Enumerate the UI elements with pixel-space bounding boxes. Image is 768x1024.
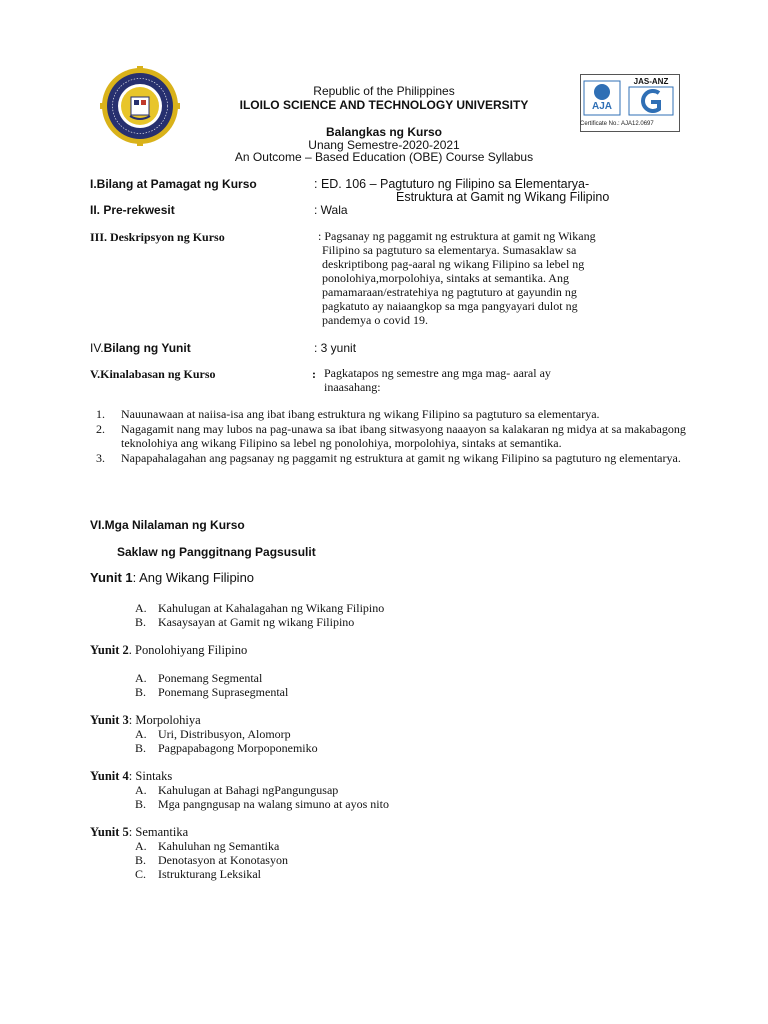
yunit-title: Ponolohiyang Filipino bbox=[135, 643, 248, 657]
prereq-label: II. Pre-rekwesit bbox=[90, 203, 175, 217]
description-line: ponolohiya,morpolohiya, sintaks at semantika. Ang bbox=[322, 271, 569, 285]
topic-text: Pagpapabagong Morpoponemiko bbox=[158, 741, 318, 755]
objective-number: 3. bbox=[96, 450, 105, 465]
topic-letter: C. bbox=[135, 867, 147, 881]
objective-item bbox=[96, 451, 686, 466]
yunit-sep: : bbox=[132, 570, 140, 585]
topic-text: Uri, Distribusyon, Alomorp bbox=[158, 727, 291, 741]
yunit-topic bbox=[135, 615, 384, 629]
yunit-topic bbox=[135, 685, 288, 699]
units-label bbox=[90, 341, 191, 355]
topic-letter: A. bbox=[135, 601, 147, 615]
topic-text: Ponemang Suprasegmental bbox=[158, 685, 289, 699]
units-value: : 3 yunit bbox=[314, 341, 357, 355]
units-label-rest: Bilang ng Yunit bbox=[103, 341, 191, 355]
topic-text: Ponemang Segmental bbox=[158, 671, 263, 685]
yunit-topic-list bbox=[135, 601, 384, 629]
topic-letter: A. bbox=[135, 783, 147, 797]
yunit-topic bbox=[135, 601, 384, 615]
semester-line: Unang Semestre-2020-2021 bbox=[308, 138, 460, 152]
yunit-heading bbox=[90, 825, 188, 840]
cert-badge-text: AJA bbox=[591, 101, 613, 112]
course-value-line2: Estruktura at Gamit ng Wikang Filipino bbox=[396, 190, 610, 204]
yunit-label: Yunit 3 bbox=[90, 713, 129, 727]
yunit-heading bbox=[90, 713, 201, 728]
topic-text: Kahulugan at Kahalagahan ng Wikang Filipino bbox=[158, 601, 385, 615]
description-line: pandemya o covid 19. bbox=[322, 313, 428, 327]
objective-number: 2. bbox=[96, 421, 105, 436]
content-section-title: VI.Mga Nilalaman ng Kurso bbox=[90, 518, 245, 532]
yunit-topic bbox=[135, 797, 389, 811]
topic-letter: A. bbox=[135, 727, 147, 741]
objective-text: Napapahalagahan ang pagsanay ng paggamit ng estruktura at gamit ng wikang Filipino sa pagtuturo ng elementarya. bbox=[121, 450, 681, 465]
cert-number: Certificate No.: AJA12.0697 bbox=[580, 121, 654, 127]
yunit-sep: . bbox=[128, 643, 136, 657]
yunit-heading bbox=[90, 769, 172, 784]
topic-letter: A. bbox=[135, 839, 147, 853]
topic-text: Kahuluhan ng Semantika bbox=[158, 839, 280, 853]
description-line: deskriptibong pag-aaral ng wikang Filipino sa lebel ng bbox=[322, 257, 585, 271]
yunit-sep: : bbox=[128, 825, 136, 839]
yunit-topic bbox=[135, 727, 318, 741]
topic-text: Kahulugan at Bahagi ngPangungusap bbox=[158, 783, 339, 797]
topic-text: Mga pangngusap na walang simuno at ayos nito bbox=[158, 797, 389, 811]
topic-letter: B. bbox=[135, 853, 147, 867]
yunit-topic bbox=[135, 839, 288, 853]
yunit-title: Ang Wikang Filipino bbox=[139, 570, 255, 585]
yunit-heading bbox=[90, 643, 247, 658]
outcomes-line2: inaasahang: bbox=[324, 380, 381, 394]
course-value-line1: : ED. 106 – Pagtuturo ng Filipino sa Elementarya- bbox=[314, 177, 590, 191]
yunit-topic bbox=[135, 867, 288, 881]
midterm-title: Saklaw ng Panggitnang Pagsusulit bbox=[117, 545, 316, 559]
description-line: pamamaraan/estratehiya ng pagtuturo at gayundin ng bbox=[322, 285, 577, 299]
topic-letter: B. bbox=[135, 685, 147, 699]
objectives-list bbox=[96, 407, 686, 465]
yunit-topic bbox=[135, 853, 288, 867]
description-line: Filipino sa pagtuturo sa elementarya. Sumasaklaw sa bbox=[322, 243, 577, 257]
topic-letter: B. bbox=[135, 797, 147, 811]
units-label-prefix: IV. bbox=[90, 341, 104, 355]
yunit-title: Morpolohiya bbox=[135, 713, 201, 727]
prereq-value: : Wala bbox=[314, 203, 348, 217]
yunit-topic-list bbox=[135, 727, 318, 755]
yunit-heading bbox=[90, 570, 254, 585]
objective-text: Nagagamit nang may lubos na pag-unawa sa ibat ibang sitwasyong naaayon sa kalakaran ng midya at sa makabagong teknolohiya ang wikang Filipino sa lebel ng ponolohiya, morpolohiya, sintaks at semantika. bbox=[121, 421, 686, 450]
obe-subtitle: An Outcome – Based Education (OBE) Course Syllabus bbox=[234, 150, 534, 164]
objective-item bbox=[96, 407, 686, 422]
republic-heading: Republic of the Philippines bbox=[313, 84, 455, 98]
yunit-title: Sintaks bbox=[135, 769, 173, 783]
description-label: III. Deskripsyon ng Kurso bbox=[90, 230, 225, 244]
objective-number: 1. bbox=[96, 407, 105, 421]
course-outline-title: Balangkas ng Kurso bbox=[325, 125, 443, 139]
yunit-sep: : bbox=[128, 713, 136, 727]
cert-top-text: JAS-ANZ bbox=[633, 77, 669, 86]
topic-letter: A. bbox=[135, 671, 147, 685]
description-line: : Pagsanay ng paggamit ng estruktura at gamit ng Wikang bbox=[318, 229, 596, 243]
objective-item bbox=[96, 422, 686, 451]
yunit-topic bbox=[135, 783, 389, 797]
yunit-title: Semantika bbox=[135, 825, 189, 839]
topic-text: Denotasyon at Konotasyon bbox=[158, 853, 288, 867]
topic-letter: B. bbox=[135, 615, 147, 629]
outcomes-label: V.Kinalabasan ng Kurso bbox=[90, 367, 216, 381]
yunit-label: Yunit 4 bbox=[90, 769, 129, 783]
yunit-topic-list bbox=[135, 671, 288, 699]
yunit-label: Yunit 5 bbox=[90, 825, 129, 839]
yunit-topic-list bbox=[135, 839, 288, 881]
objective-text: Nauunawaan at naiisa-isa ang ibat ibang estruktura ng wikang Filipino sa pagtuturo sa elementarya. bbox=[121, 407, 600, 421]
topic-text: Kasaysayan at Gamit ng wikang Filipino bbox=[158, 615, 355, 629]
yunit-topic bbox=[135, 741, 318, 755]
yunit-topic bbox=[135, 671, 288, 685]
course-label: I.Bilang at Pamagat ng Kurso bbox=[90, 177, 257, 191]
yunit-label: Yunit 2 bbox=[90, 643, 129, 657]
topic-text: Istrukturang Leksikal bbox=[158, 867, 261, 881]
outcomes-colon: : bbox=[312, 367, 316, 381]
yunit-topic-list bbox=[135, 783, 389, 811]
outcomes-line1: Pagkatapos ng semestre ang mga mag- aaral ay bbox=[324, 366, 551, 380]
topic-letter: B. bbox=[135, 741, 147, 755]
description-line: pagkatuto ay naiaangkop sa mga pangyayari dulot ng bbox=[322, 299, 578, 313]
university-name: ILOILO SCIENCE AND TECHNOLOGY UNIVERSITY bbox=[239, 98, 529, 112]
yunit-label: Yunit 1 bbox=[90, 570, 133, 585]
yunit-sep: : bbox=[128, 769, 136, 783]
